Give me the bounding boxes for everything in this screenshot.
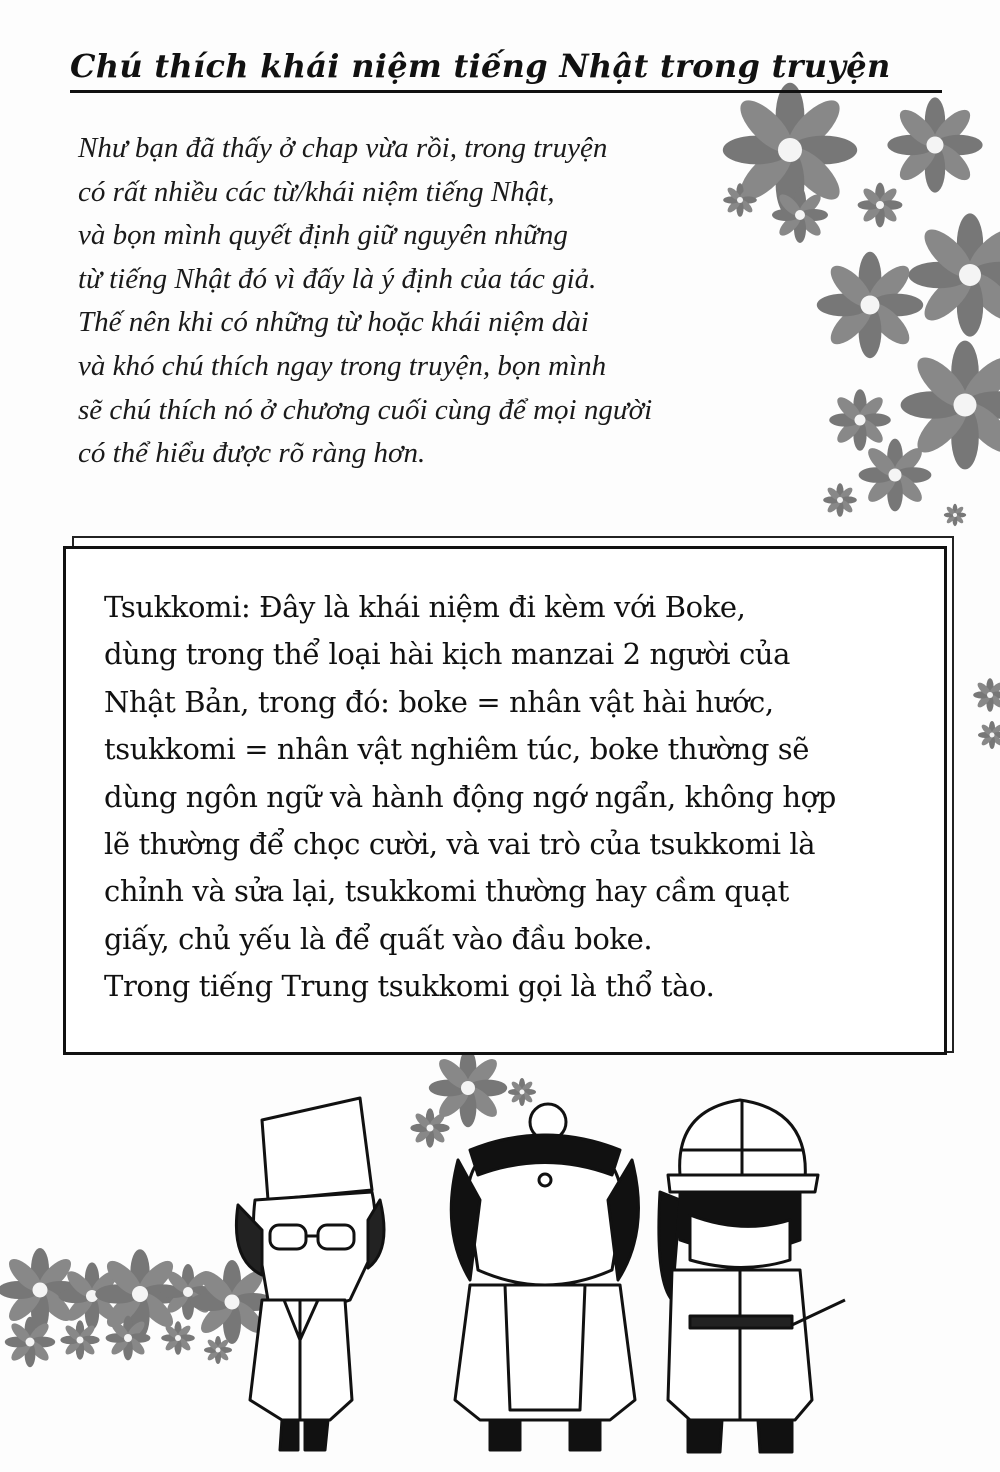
note-line: dùng trong thể loại hài kịch manzai 2 người của xyxy=(104,637,790,672)
note-line: tsukkomi = nhân vật nghiêm túc, boke thường sẽ xyxy=(104,732,810,767)
intro-line: Thế nên khi có những từ hoặc khái niệm dài xyxy=(78,306,589,339)
intro-line: có thể hiểu được rõ ràng hơn. xyxy=(78,437,426,470)
note-line: Trong tiếng Trung tsukkomi gọi là thổ tào. xyxy=(104,969,715,1004)
flower-icon xyxy=(106,1316,151,1361)
note-line: Tsukkomi: Đây là khái niệm đi kèm với Boke, xyxy=(104,590,746,624)
intro-line: từ tiếng Nhật đó vì đấy là ý định của tác giả. xyxy=(78,262,597,295)
flower-icon xyxy=(190,1260,274,1344)
flower-icon xyxy=(908,213,1000,336)
note-line: chỉnh và sửa lại, tsukkomi thường hay cầm quạt xyxy=(104,874,789,909)
page-title: Chú thích khái niệm tiếng Nhật trong truyện xyxy=(70,44,942,93)
flower-icon xyxy=(829,389,891,451)
flower-icon xyxy=(973,678,1000,712)
note-text xyxy=(104,584,939,1011)
intro-line: sẽ chú thích nó ở chương cuối cùng để mọi người xyxy=(78,393,653,426)
note-line: lẽ thường để chọc cười, và vai trò của tsukkomi là xyxy=(104,827,816,862)
flower-icon xyxy=(410,1108,449,1147)
flower-icon xyxy=(859,439,932,512)
flower-icon xyxy=(858,183,903,228)
note-line: Nhật Bản, trong đó: boke = nhân vật hài hước, xyxy=(104,684,774,719)
flower-icon xyxy=(944,504,966,526)
intro-line: và bọn mình quyết định giữ nguyên những xyxy=(78,219,568,252)
note-line: giấy, chủ yếu là để quất vào đầu boke. xyxy=(104,921,653,956)
flower-icon xyxy=(508,1078,536,1106)
flower-icon xyxy=(5,1317,55,1367)
flower-icon xyxy=(204,1336,232,1364)
flower-icon xyxy=(978,721,1000,749)
intro-line: và khó chú thích ngay trong truyện, bọn mình xyxy=(78,349,607,382)
flower-icon xyxy=(823,483,857,517)
flower-icon xyxy=(161,1321,195,1355)
flower-icon xyxy=(887,97,982,192)
flower-icon xyxy=(60,1320,99,1359)
intro-paragraph xyxy=(78,127,838,476)
intro-line: Như bạn đã thấy ở chap vừa rồi, trong truyện xyxy=(78,132,608,164)
note-line: dùng ngôn ngữ và hành động ngớ ngẩn, không hợp xyxy=(104,779,836,814)
intro-line: có rất nhiều các từ/khái niệm tiếng Nhật, xyxy=(78,175,555,208)
